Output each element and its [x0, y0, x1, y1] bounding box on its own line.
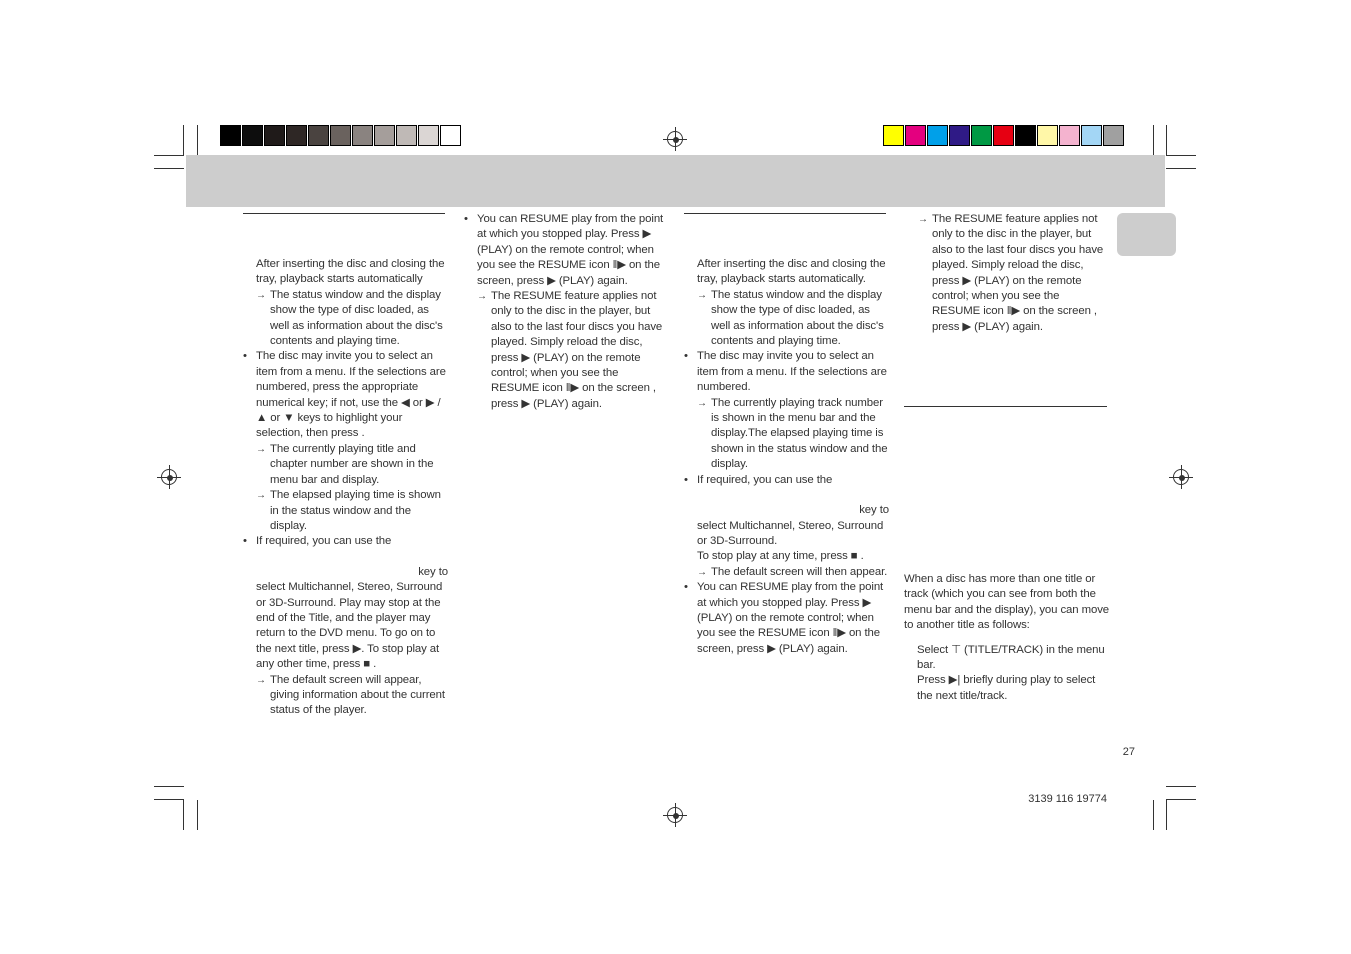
- grayscale-calibration-strip: [220, 125, 462, 146]
- color-swatch: [418, 125, 439, 146]
- registration-mark-bottom: [667, 807, 683, 823]
- paragraph: To stop play at any time, press ■ .: [697, 550, 864, 563]
- color-swatch: [286, 125, 307, 146]
- registration-mark-top: [667, 131, 683, 147]
- bullet-item: • If required, you can use the: [684, 473, 889, 488]
- section-rule-1: [243, 213, 445, 214]
- bullet-item: • You can RESUME play from the point at which you stopped play. Press ▶ (PLAY) on the remote control; when you see the RESUME icon ‖▶ on the screen, press ▶ (PLAY) again.: [684, 580, 889, 657]
- color-swatch: [1015, 125, 1036, 146]
- color-swatch: [1059, 125, 1080, 146]
- language-tab: [1117, 213, 1176, 256]
- result-note: → The elapsed playing time is shown in the status window and the display.: [243, 488, 448, 534]
- color-swatch: [1081, 125, 1102, 146]
- registration-mark-left: [161, 469, 177, 485]
- color-swatch: [330, 125, 351, 146]
- color-swatch: [374, 125, 395, 146]
- result-note: → The default screen will then appear.: [684, 565, 889, 580]
- paragraph: When a disc has more than one title or track (which you can see from both the menu bar and the display), you can move to another title as follows:: [904, 573, 1110, 632]
- column-3: [684, 257, 889, 657]
- page-number: 27: [1122, 746, 1135, 758]
- result-note: → The currently playing track number is shown in the menu bar and the display.The elapsed playing time is shown in the status window and the display.: [684, 396, 889, 473]
- column-2: [464, 212, 669, 412]
- color-swatch: [927, 125, 948, 146]
- column-1: [243, 257, 448, 719]
- column-4-top: [918, 212, 1110, 335]
- paragraph: select Multichannel, Stereo, Surround or 3D-Surround.: [697, 519, 884, 547]
- column-4-bottom: [904, 572, 1110, 704]
- color-swatch: [308, 125, 329, 146]
- paragraph: After inserting the disc and closing the tray, playback starts automatically.: [697, 258, 886, 286]
- paragraph: select Multichannel, Stereo, Surround or 3D-Surround. Play may stop at the end of the Title, and the player may return to the DVD menu. To go on to the next title, press ▶. To stop play at any other time, press ■ .: [256, 581, 443, 671]
- color-swatch: [993, 125, 1014, 146]
- registration-mark-right: [1173, 469, 1189, 485]
- color-swatch: [440, 125, 461, 146]
- color-swatch: [905, 125, 926, 146]
- color-swatch: [971, 125, 992, 146]
- color-swatch: [352, 125, 373, 146]
- result-note: → The RESUME feature applies not only to the disc in the player, but also to the last four discs you have played. Simply reload the disc, press ▶ (PLAY) on the remote control; when you see the RESUME icon ‖▶ on the screen , press ▶ (PLAY) again.: [918, 212, 1110, 335]
- bullet-item: • If required, you can use the: [243, 534, 448, 549]
- color-swatch: [883, 125, 904, 146]
- color-swatch: [1037, 125, 1058, 146]
- paragraph: After inserting the disc and closing the tray, playback starts automatically: [256, 258, 445, 286]
- color-swatch: [396, 125, 417, 146]
- section-rule-2: [684, 213, 886, 214]
- paragraph: Select ⊤ (TITLE/TRACK) in the menu bar.: [917, 643, 1105, 672]
- paragraph: key to: [418, 565, 448, 578]
- result-note: → The status window and the display show the type of disc loaded, as well as information about the disc's contents and playing time.: [684, 288, 889, 350]
- bullet-item: • You can RESUME play from the point at which you stopped play. Press ▶ (PLAY) on the remote control; when you see the RESUME icon ‖▶ on the screen, press ▶ (PLAY) again.: [464, 212, 669, 289]
- color-swatch: [949, 125, 970, 146]
- result-note: → The RESUME feature applies not only to the disc in the player, but also to the last four discs you have played. Simply reload the disc, press ▶ (PLAY) on the remote control; when you see the RESUME icon ‖▶ on the screen , press ▶ (PLAY) again.: [464, 289, 669, 412]
- section-rule-3: [904, 406, 1107, 407]
- result-note: → The default screen will appear, giving information about the current status of the player.: [243, 673, 448, 719]
- document-code: 3139 116 19774: [1028, 793, 1107, 805]
- color-swatch: [220, 125, 241, 146]
- header-band: [186, 155, 1165, 207]
- bullet-item: • The disc may invite you to select an item from a menu. If the selections are numbered, press the appropriate numerical key; if not, use the ◀ or ▶ / ▲ or ▼ keys to highlight your selection, then press .: [243, 349, 448, 441]
- result-note: → The currently playing title and chapter number are shown in the menu bar and display.: [243, 442, 448, 488]
- result-note: → The status window and the display show the type of disc loaded, as well as information about the disc's contents and playing time.: [243, 288, 448, 350]
- bullet-item: • The disc may invite you to select an item from a menu. If the selections are numbered.: [684, 349, 889, 395]
- color-swatch: [242, 125, 263, 146]
- color-swatch: [1103, 125, 1124, 146]
- paragraph: key to: [859, 504, 889, 517]
- color-calibration-strip: [883, 125, 1125, 146]
- color-swatch: [264, 125, 285, 146]
- paragraph: Press ▶| briefly during play to select the next title/track.: [917, 674, 1096, 702]
